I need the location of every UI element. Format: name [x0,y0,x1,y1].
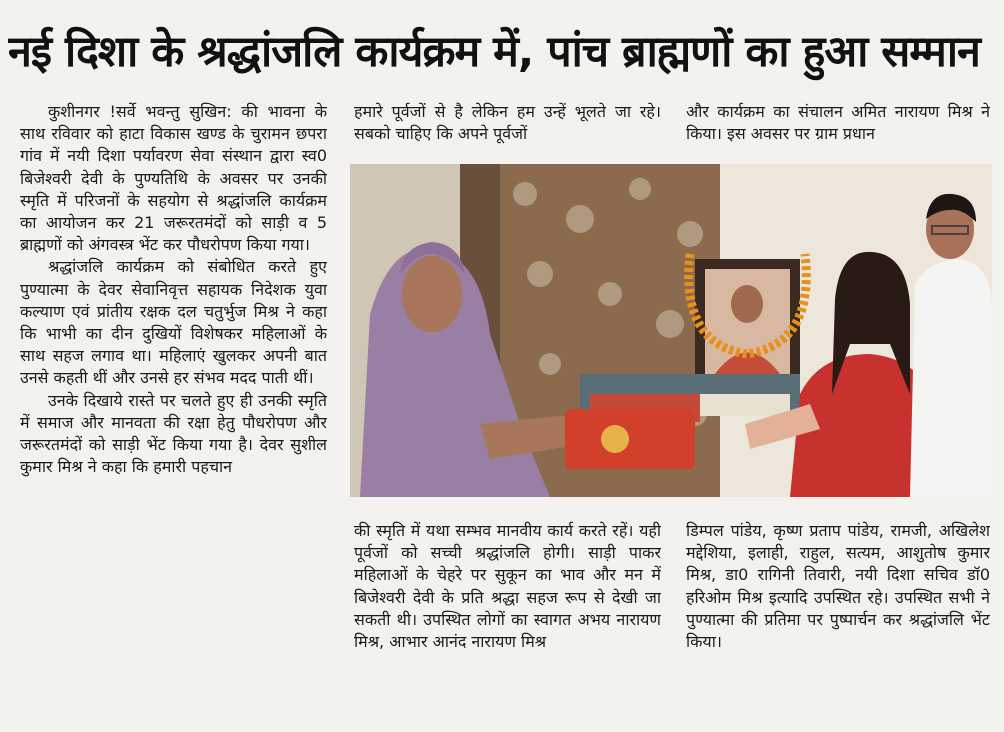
news-photo [350,164,992,497]
article-column-3-top [686,101,990,161]
paragraph: कुशीनगर !सर्वे भवन्तु सुखिन: की भावना के साथ रविवार को हाटा विकास खण्ड के चुरामन छपरा गांव में नयी दिशा पर्यावरण सेवा संस्थान द्वारा स्व0 बिजेश्वरी देवी के पुण्यतिथि के अवसर पर उनकी स्मृति में परिजनों के सहयोग से श्रद्धांजलि कार्यक्रम का आयोजन कर 21 जरूरतमंदों को साड़ी व 5 ब्राह्मणों को अंगवस्त्र भेंट कर पौधरोपण किया गया। [20,102,327,255]
paragraph: उनके दिखाये रास्ते पर चलते हुए ही उनकी स्मृति में समाज और मानवता की रक्षा हेतु पौधरोपण और जरूरतमंदों को साड़ी भेंट किया गया है। देवर सुशील कुमार मिश्र ने कहा कि हमारी पहचान [20,390,327,477]
paragraph: श्रद्धांजलि कार्यक्रम को संबोधित करते हुए पुण्यात्मा के देवर सेवानिवृत्त सहायक निदेशक युवा कल्याण एवं प्रांतीय रक्षक दल चतुर्भुज मिश्र ने कहा कि भाभी का दीन दुखियों विशेषकर महिलाओं के साथ सहज लगाव था। महिलाएं खुलकर अपनी बात उनसे कहती थीं और उनसे हर संभव मदद पाती थीं। [20,257,327,388]
paragraph: और कार्यक्रम का संचालन अमित नारायण मिश्र ने किया। इस अवसर पर ग्राम प्रधान [686,102,990,144]
paragraph: डिम्पल पांडेय, कृष्ण प्रताप पांडेय, रामजी, अखिलेश मद्देशिया, इलाही, राहुल, सत्यम, आशुतोष कुमार मिश्र, डा0 रागिनी तिवारी, नयी दिशा सचिव डॉ0 हरिओम मिश्र इत्यादि उपस्थित रहे। उपस्थित सभी ने पुण्यात्मा की प्रतिमा पर पुष्पार्चन कर श्रद्धांजलि भेंट किया। [686,521,990,652]
headline: नई दिशा के श्रद्धांजलि कार्यक्रम में, पांच ब्राह्मणों का हुआ सम्मान [8,27,980,77]
article-column-1 [20,101,327,732]
paragraph: की स्मृति में यथा सम्भव मानवीय कार्य करते रहें। यही पूर्वजों को सच्ची श्रद्धांजलि होगी। साड़ी पाकर महिलाओं के चेहरे पर सुकून का भाव और मन में बिजेश्वरी देवी के प्रति श्रद्धा सहज रूप से देखी जा सकती थी। उपस्थित लोगों का स्वागत अभय नारायण मिश्र, आभार आनंद नारायण मिश्र [354,521,661,652]
article-column-2-bottom [354,520,661,732]
article-column-2-top [354,101,661,161]
paragraph: हमारे पूर्वजों से है लेकिन हम उन्हें भूलते जा रहे। सबको चाहिए कि अपने पूर्वजों [354,102,661,144]
article-column-3-bottom [686,520,990,732]
